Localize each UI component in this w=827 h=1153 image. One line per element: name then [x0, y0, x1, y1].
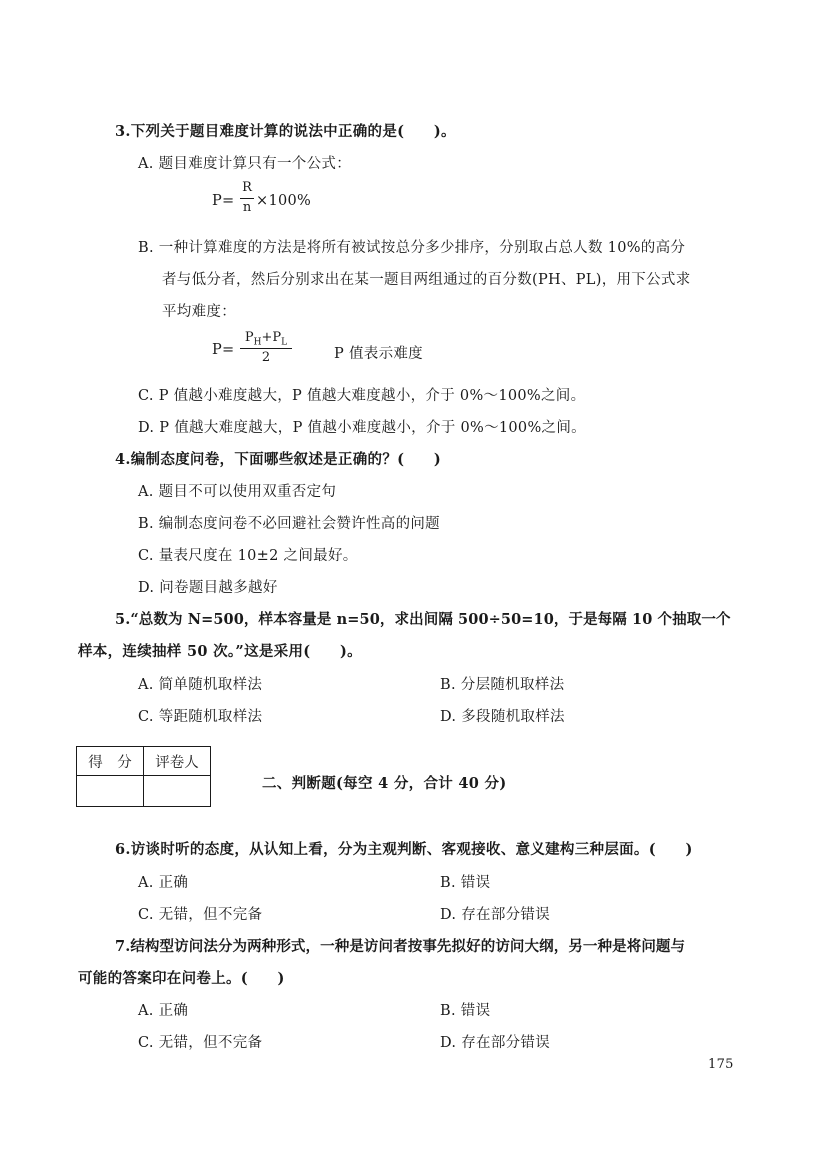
q7-option-a: A. 正确 [138, 1003, 189, 1019]
q4-option-a: A. 题目不可以使用双重否定句 [138, 484, 337, 500]
q7-option-c: C. 无错，但不完备 [138, 1035, 263, 1051]
formula-1-fraction [240, 180, 254, 220]
formula-1-denominator: n [242, 200, 252, 215]
grader-cell [144, 776, 211, 807]
q5-option-a: A. 简单随机取样法 [138, 677, 263, 693]
q3-option-b-line1: B. 一种计算难度的方法是将所有被试按总分多少排序，分别取占总人数 10%的高分 [138, 240, 686, 256]
q4-option-c: C. 量表尺度在 10±2 之间最好。 [138, 548, 358, 564]
formula-1-bar [240, 198, 254, 199]
formula-1-lhs: P= [212, 193, 235, 209]
formula-2-denominator: 2 [261, 350, 271, 365]
q6-option-d: D. 存在部分错误 [440, 907, 551, 923]
q7-option-b: B. 错误 [440, 1003, 491, 1019]
q7-option-d: D. 存在部分错误 [440, 1035, 551, 1051]
q5-option-c: C. 等距随机取样法 [138, 709, 263, 725]
formula-2-fraction [240, 330, 292, 370]
formula-2-bar [240, 348, 292, 349]
q6-option-a: A. 正确 [138, 875, 189, 891]
formula-2-lhs: P= [212, 342, 235, 358]
formula-2-numerator: $P_H+P_L$ [244, 330, 288, 348]
formula-2-note: P 值表示难度 [334, 346, 423, 362]
q4-stem: 4.编制态度问卷，下面哪些叙述是正确的？( ) [115, 451, 442, 468]
q5-stem-line2: 样本，连续抽样 50 次。”这是采用( )。 [78, 643, 362, 660]
section-2-title: 二、判断题(每空 4 分，合计 40 分) [262, 775, 507, 792]
q7-stem-line1: 7.结构型访问法分为两种形式，一种是访问者按事先拟好的访问大纲，另一种是将问题与 [115, 938, 686, 955]
q5-option-b: B. 分层随机取样法 [440, 677, 565, 693]
q3-option-c: C. P 值越小难度越大，P 值越大难度越小，介于 0%～100%之间。 [138, 388, 586, 404]
q6-option-c: C. 无错，但不完备 [138, 907, 263, 923]
q5-stem-line1: 5.“总数为 N=500，样本容量是 n=50，求出间隔 500÷50=10，于是每隔 10 个抽取一个 [115, 611, 731, 628]
q5-option-d: D. 多段随机取样法 [440, 709, 565, 725]
q6-option-b: B. 错误 [440, 875, 491, 891]
q7-stem-line2: 可能的答案印在问卷上。( ) [78, 970, 285, 987]
page-number: 175 [708, 1057, 734, 1072]
q6-stem: 6.访谈时听的态度，从认知上看，分为主观判断、客观接收、意义建构三种层面。( ) [115, 841, 693, 858]
score-header: 得 分 [77, 747, 144, 776]
q4-option-b: B. 编制态度问卷不必回避社会赞许性高的问题 [138, 516, 440, 532]
formula-1-numerator: R [242, 180, 252, 195]
grader-header: 评卷人 [144, 747, 211, 776]
q3-option-b-line2: 者与低分者，然后分别求出在某一题目两组通过的百分数(PH、PL)，用下公式求 [162, 272, 691, 288]
q3-option-b-line3: 平均难度： [162, 304, 236, 320]
q3-stem: 3.下列关于题目难度计算的说法中正确的是( )。 [115, 123, 456, 140]
q4-option-d: D. 问卷题目越多越好 [138, 580, 278, 596]
q3-option-a: A. 题目难度计算只有一个公式： [138, 156, 351, 172]
formula-1-rhs: ×100% [256, 193, 312, 209]
q3-option-d: D. P 值越大难度越大，P 值越小难度越小，介于 0%～100%之间。 [138, 420, 586, 436]
score-cell [77, 776, 144, 807]
score-table [76, 746, 211, 807]
